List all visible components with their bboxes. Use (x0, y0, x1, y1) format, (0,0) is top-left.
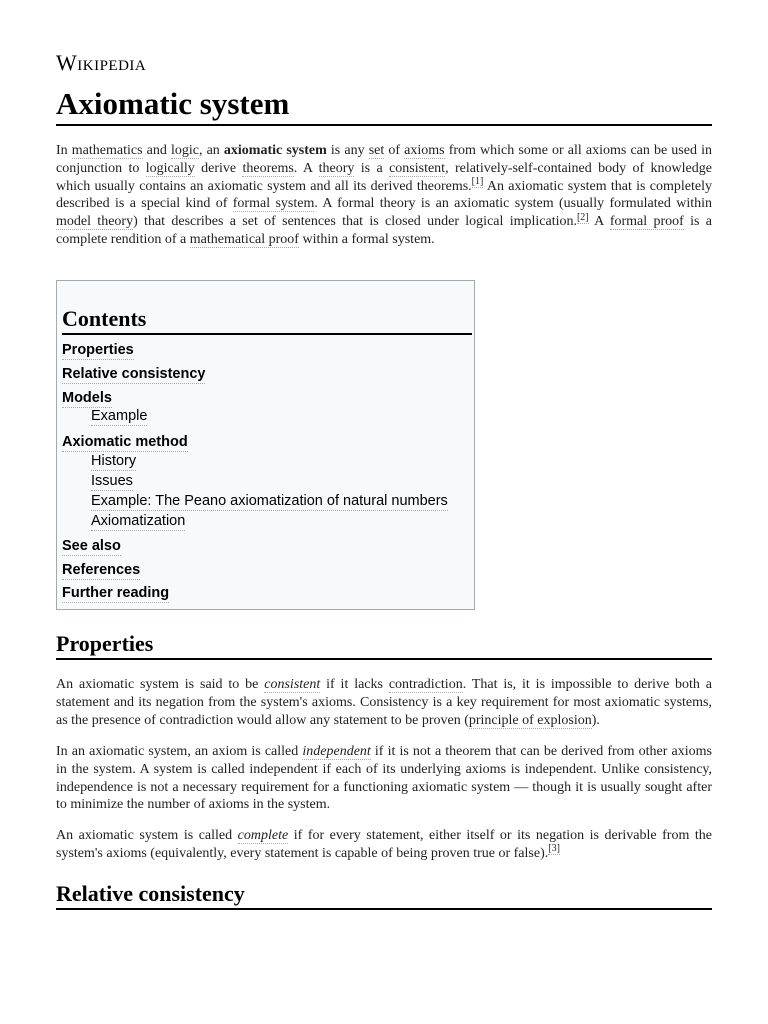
link-contradiction[interactable]: contradiction (388, 677, 463, 692)
toc-title: Contents (62, 305, 472, 335)
toc-item-further-reading[interactable]: Further reading (62, 585, 170, 601)
link-set[interactable]: set (368, 143, 385, 158)
link-mathematics[interactable]: mathematics (71, 143, 143, 158)
toc-item-properties[interactable]: Properties (62, 342, 134, 358)
link-logically[interactable]: logically (145, 160, 195, 176)
toc-item-example[interactable]: Example (91, 408, 148, 424)
link-mathematical-proof[interactable]: mathematical proof (189, 231, 299, 247)
table-of-contents (56, 280, 475, 610)
properties-paragraph-1: An axiomatic system is said to be consistent if it lacks contradiction. That is, it is impossible to derive both a statement and its negation from the system's axioms. Consistency is a key requirement for most axiomatic systems, as the presence of contradiction would allow any statement to be proven (principle of explosion). (56, 677, 712, 728)
link-complete-term[interactable]: complete (237, 828, 289, 843)
link-formal-proof[interactable]: formal proof (609, 214, 684, 230)
wikipedia-logo[interactable]: Wikipedia (56, 50, 147, 75)
toc-item-see-also[interactable]: See also (62, 538, 121, 554)
reference-2[interactable]: [2] (576, 211, 589, 223)
link-axioms[interactable]: axioms (404, 143, 445, 158)
toc-item-references[interactable]: References (62, 562, 141, 578)
link-logic[interactable]: logic (170, 143, 199, 158)
toc-item-history[interactable]: History (91, 453, 137, 469)
properties-paragraph-3: An axiomatic system is called complete if for every statement, either itself or its negation is derivable from the system's axioms (equivalently, every statement is capable of being proven true or false).[3] (56, 828, 712, 861)
toc-item-relative-consistency[interactable]: Relative consistency (62, 366, 206, 382)
link-theory[interactable]: theory (318, 160, 355, 176)
toc-item-models[interactable]: Models (62, 390, 112, 406)
toc-item-axiomatization[interactable]: Axiomatization (91, 513, 186, 529)
properties-paragraph-2: In an axiomatic system, an axiom is called independent if it is not a theorem that can be derived from other axioms in the system. A system is called independent if each of its underlying axioms is independent. Unlike consistency, independence is not a necessary requirement for a functioning axiomatic system — though it is usually sought after to minimize the number of axioms in the system. (56, 744, 712, 813)
reference-1[interactable]: [1] (471, 175, 484, 187)
link-consistent-term[interactable]: consistent (264, 677, 321, 692)
link-independent-term[interactable]: independent (302, 744, 371, 759)
bold-term: axiomatic system (223, 143, 327, 158)
heading-relative-consistency: Relative consistency (56, 880, 712, 910)
reference-3[interactable]: [3] (548, 843, 560, 855)
page-title: Axiomatic system (56, 84, 712, 126)
link-theorems[interactable]: theorems (242, 160, 294, 176)
link-model-theory[interactable]: model theory (56, 214, 134, 230)
link-consistent[interactable]: consistent (389, 160, 446, 176)
link-principle-of-explosion[interactable]: principle of explosion (468, 712, 592, 728)
toc-item-issues[interactable]: Issues (91, 473, 133, 489)
intro-paragraph: In mathematics and logic, an axiomatic system is any set of axioms from which some or all axioms can be used in conjunction to logically derive theorems. A theory is a consistent, relatively-self-contained body of knowledge which usually contains an axiomatic system and all its derived theorems.[1] An axiomatic system that is completely described is a special kind of formal system. A formal theory is an axiomatic system (usually formulated within model theory) that describes a set of sentences that is closed under logical implication.[2] A formal proof is a complete rendition of a mathematical proof within a formal system. (56, 143, 713, 247)
heading-properties: Properties (56, 630, 712, 660)
link-formal-system[interactable]: formal system (232, 196, 315, 212)
toc-item-axiomatic-method[interactable]: Axiomatic method (62, 434, 188, 450)
toc-item-peano-example[interactable]: Example: The Peano axiomatization of natural numbers (91, 493, 448, 509)
